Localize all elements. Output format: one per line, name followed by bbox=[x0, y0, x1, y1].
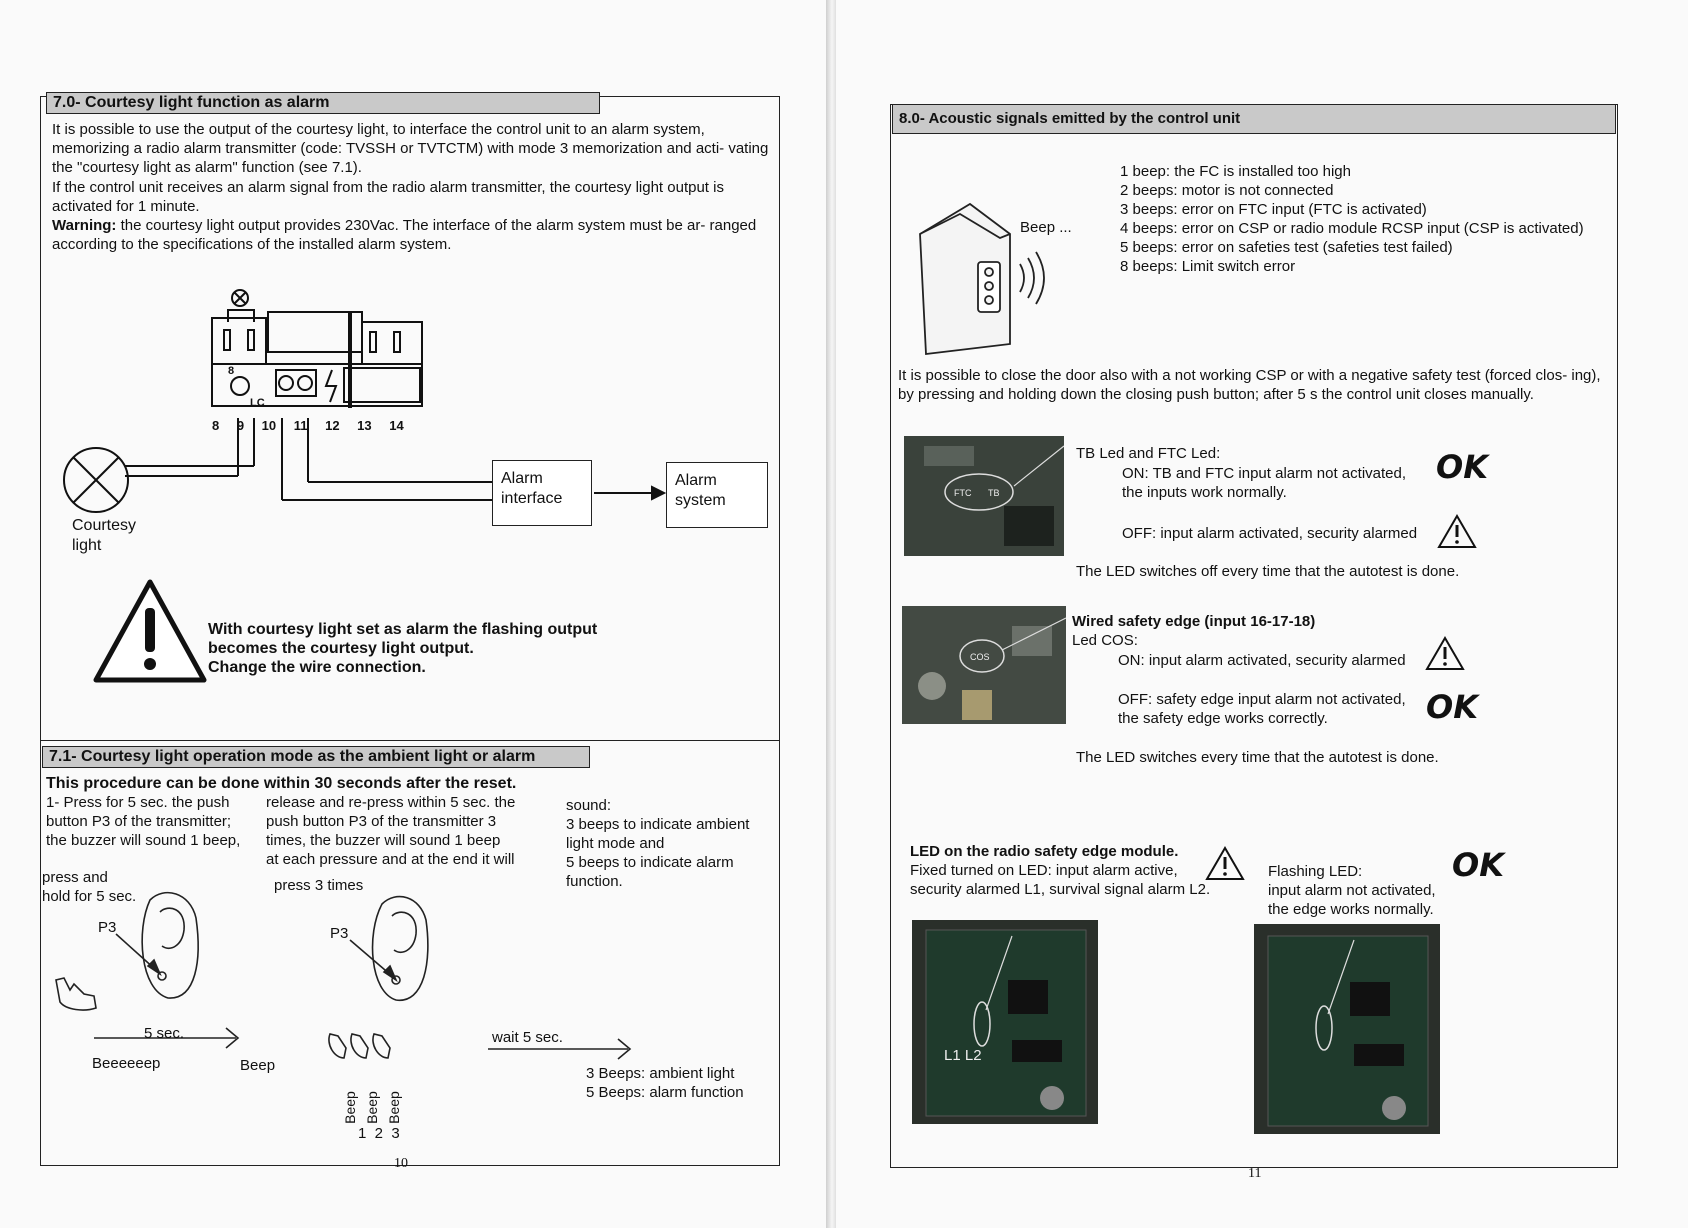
courtesy-warning-line2: becomes the courtesy light output. bbox=[208, 640, 474, 657]
alarm-interface-line2: interface bbox=[501, 490, 563, 507]
result-ambient: 3 Beeps: ambient light bbox=[586, 1065, 735, 1082]
beep-signal-item: 5 beeps: error on safeties test (safeties test failed) bbox=[1120, 239, 1453, 256]
col2-line: times, the buzzer will sound 1 beep bbox=[266, 832, 501, 849]
beep-signal-item: 8 beeps: Limit switch error bbox=[1120, 258, 1296, 275]
section-7-0-paragraph-1: It is possible to use the output of the courtesy light, to interface the control unit to an alarm system, memorizing a radio alarm transmitter (code: TVSSH or TVTCTM) with mode 3 memorization and acti- vating the "courtesy light as alarm" function (see 7.1). bbox=[52, 121, 769, 176]
wait-label: wait 5 sec. bbox=[492, 1029, 563, 1046]
wired-edge-title: Wired safety edge (input 16-17-18) bbox=[1072, 613, 1316, 630]
col3-line: function. bbox=[566, 873, 623, 890]
wired-edge-on: ON: input alarm activated, security alarmed bbox=[1118, 652, 1406, 669]
courtesy-label-line1: Courtesy bbox=[72, 517, 137, 534]
section-7-0-paragraph-2: If the control unit receives an alarm signal from the radio alarm transmitter, the courtesy light output is activated for 1 minute. bbox=[52, 179, 724, 215]
radio-edge-flash-line3: the edge works normally. bbox=[1268, 901, 1434, 918]
beep-signal-item: 1 beep: the FC is installed too high bbox=[1120, 163, 1351, 180]
radio-edge-flash-line1: Flashing LED: bbox=[1268, 863, 1363, 880]
warning-text: the courtesy light output provides 230Vac. The interface of the alarm system must be ar- ranged according to the specifications of the installed alarm system. bbox=[52, 217, 757, 253]
col3-line: sound: bbox=[566, 797, 612, 814]
section-7-0-title: 7.0- Courtesy light function as alarm bbox=[46, 92, 600, 114]
photo-label-l1-l2: L1 L2 bbox=[944, 1047, 982, 1064]
ok-mark-2: OK bbox=[1426, 688, 1478, 726]
radio-module-photo-1 bbox=[912, 920, 1098, 1124]
diagram-terminal-labels: 8 9 10 11 12 13 14 bbox=[212, 418, 404, 433]
wired-edge-led: Led COS: bbox=[1072, 632, 1138, 649]
radio-edge-flash-line2: input alarm not activated, bbox=[1268, 882, 1436, 899]
col1-line: the buzzer will sound 1 beep, bbox=[46, 832, 241, 849]
wired-edge-autotest: The LED switches every time that the autotest is done. bbox=[1076, 749, 1439, 766]
press-3-times-label: press 3 times bbox=[274, 877, 364, 894]
procedure-illustration bbox=[0, 0, 828, 1228]
alarm-system-line1: Alarm bbox=[675, 472, 717, 489]
warning-icon-2 bbox=[1426, 636, 1466, 672]
wired-edge-off-line1: OFF: safety edge input alarm not activated, bbox=[1118, 691, 1406, 708]
col3-line: 3 beeps to indicate ambient bbox=[566, 816, 750, 833]
ok-mark-1: OK bbox=[1436, 448, 1488, 486]
col1-line: button P3 of the transmitter; bbox=[46, 813, 232, 830]
beep-signals-list bbox=[1120, 162, 1584, 276]
wired-edge-off-line2: the safety edge works correctly. bbox=[1118, 710, 1328, 727]
radio-edge-fixed-line2: security alarmed L1, survival signal alarm L2. bbox=[910, 881, 1211, 898]
tb-ftc-title: TB Led and FTC Led: bbox=[1076, 445, 1221, 462]
radio-edge-fixed bbox=[910, 861, 1210, 899]
radio-edge-flashing bbox=[1268, 862, 1436, 919]
tb-ftc-on-line2: the inputs work normally. bbox=[1122, 484, 1287, 501]
cos-photo bbox=[902, 606, 1066, 724]
beep-vertical-1: Beep bbox=[341, 1091, 358, 1124]
col3-line: 5 beeps to indicate alarm bbox=[566, 854, 734, 871]
diagram-term-8-label: 8 bbox=[228, 365, 235, 377]
wired-edge-off bbox=[1118, 690, 1406, 728]
beep-signal-item: 2 beeps: motor is not connected bbox=[1120, 182, 1334, 199]
left-page bbox=[0, 0, 828, 1228]
radio-edge-fixed-line1: Fixed turned on LED: input alarm active, bbox=[910, 862, 1178, 879]
page-number-left: 10 bbox=[394, 1156, 408, 1171]
col1-line: 1- Press for 5 sec. the push bbox=[46, 794, 230, 811]
page-number-right: 11 bbox=[1248, 1166, 1262, 1181]
tb-ftc-on-line1: ON: TB and FTC input alarm not activated, bbox=[1122, 465, 1407, 482]
alarm-system-line2: system bbox=[675, 492, 726, 509]
col3-line: light mode and bbox=[566, 835, 665, 852]
col2-line: push button P3 of the transmitter 3 bbox=[266, 813, 497, 830]
courtesy-warning-line3: Change the wire connection. bbox=[208, 659, 426, 676]
col2-line: at each pressure and at the end it will bbox=[266, 851, 515, 868]
five-sec-label: 5 sec. bbox=[144, 1025, 185, 1042]
beep-signal-item: 3 beeps: error on FTC input (FTC is activated) bbox=[1120, 201, 1427, 218]
radio-module-photo-2 bbox=[1254, 924, 1440, 1134]
col2-line: release and re-press within 5 sec. the bbox=[266, 794, 516, 811]
section-7-1-intro: This procedure can be done within 30 seconds after the reset. bbox=[46, 775, 517, 792]
beep-signal-item: 4 beeps: error on CSP or radio module RCSP input (CSP is activated) bbox=[1120, 220, 1584, 237]
press-hold-line1: press and bbox=[42, 869, 108, 886]
tb-ftc-photo bbox=[904, 436, 1064, 556]
warning-label: Warning: bbox=[52, 217, 117, 234]
section-8-0-title: 8.0- Acoustic signals emitted by the control unit bbox=[892, 104, 1616, 134]
warning-icon-3 bbox=[1206, 846, 1246, 882]
courtesy-label-line2: light bbox=[72, 537, 102, 554]
beep-vertical-3: Beep bbox=[385, 1091, 402, 1124]
diagram-lc-label: LC bbox=[250, 397, 265, 409]
press-hold-line2: hold for 5 sec. bbox=[42, 888, 137, 905]
warning-icon-1 bbox=[1438, 514, 1478, 550]
p3-label-b: P3 bbox=[330, 925, 349, 942]
photo-label-cos: COS bbox=[970, 652, 990, 662]
alarm-interface-line1: Alarm bbox=[501, 470, 543, 487]
tb-ftc-off: OFF: input alarm activated, security alarmed bbox=[1122, 525, 1418, 542]
ok-mark-3: OK bbox=[1452, 846, 1504, 884]
section-7-1-title: 7.1- Courtesy light operation mode as the ambient light or alarm bbox=[42, 746, 590, 768]
p3-label-a: P3 bbox=[98, 919, 117, 936]
courtesy-warning-line1: With courtesy light set as alarm the flashing output bbox=[208, 621, 598, 638]
result-alarm: 5 Beeps: alarm function bbox=[586, 1084, 744, 1101]
photo-label-tb: TB bbox=[988, 488, 1000, 498]
photo-label-ftc: FTC bbox=[954, 488, 972, 498]
beep-vertical-2: Beep bbox=[363, 1091, 380, 1124]
beep-numbers: 1 2 3 bbox=[358, 1125, 400, 1142]
beep-ellipsis-label: Beep ... bbox=[1020, 219, 1072, 236]
right-page bbox=[836, 0, 1688, 1228]
forced-close-text: It is possible to close the door also with a not working CSP or with a negative safety test (forced clos- ing), by pressing and holding down the closing push button; after 5 s the control unit closes manually. bbox=[898, 367, 1601, 403]
tb-ftc-autotest: The LED switches off every time that the autotest is done. bbox=[1076, 563, 1460, 580]
radio-edge-title: LED on the radio safety edge module. bbox=[910, 843, 1179, 860]
beep-label: Beep bbox=[240, 1057, 276, 1074]
tb-ftc-on bbox=[1122, 464, 1406, 502]
beeeeep-label: Beeeeeep bbox=[92, 1055, 161, 1072]
